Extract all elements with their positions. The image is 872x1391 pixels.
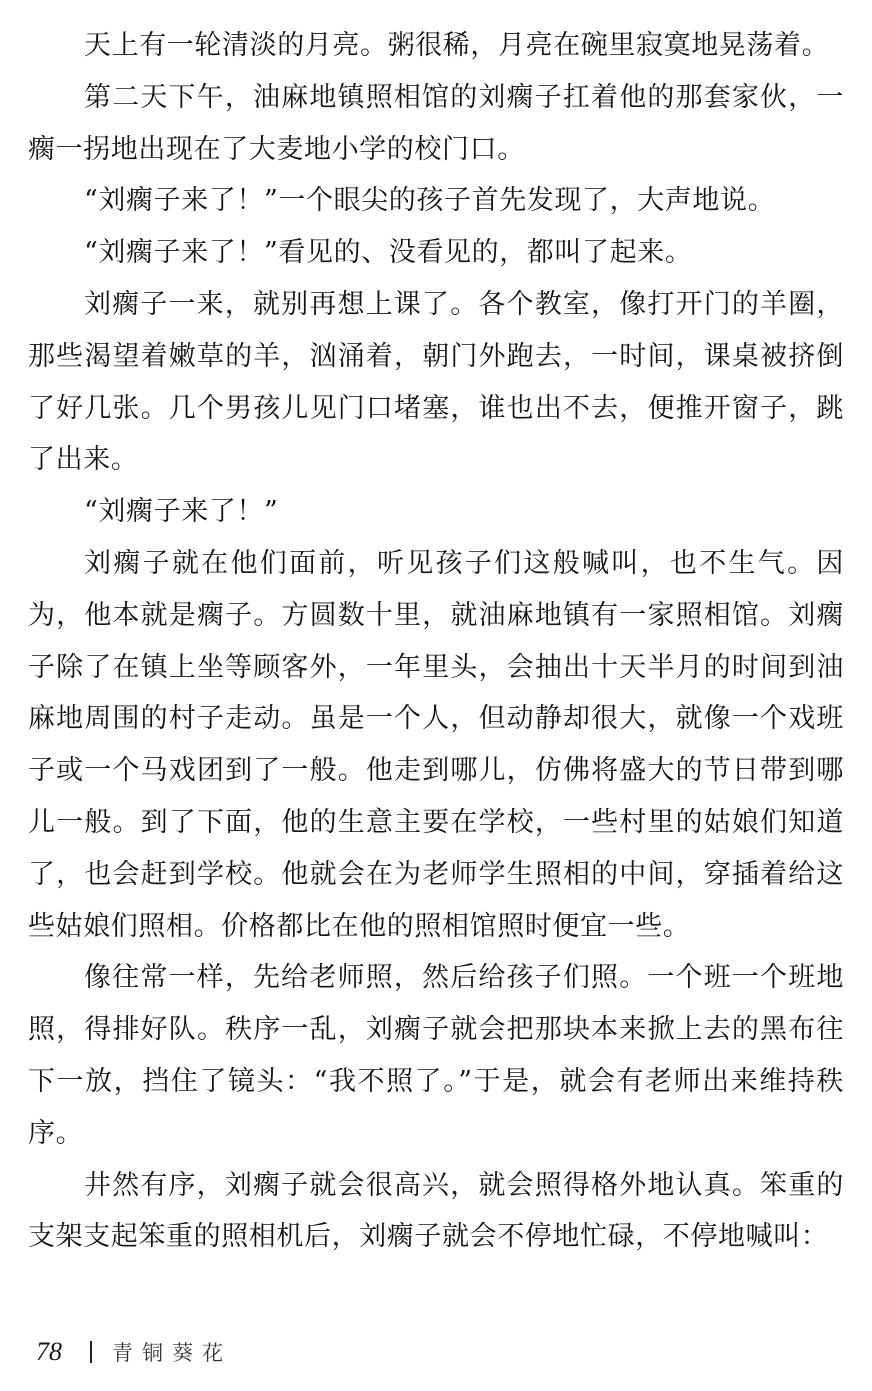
paragraph-6: “刘瘸子来了！” bbox=[84, 496, 279, 528]
paragraph-5: 刘瘸子一来，就别再想上课了。各个教室，像打开门的羊圈，那些渴望着嫩草的羊，汹涌着，朝门外跑去，一时间，课桌被挤倒了好几张。几个男孩儿见门口堵塞，谁也出不去，便推开窗子，跳了出来。 bbox=[28, 288, 844, 476]
paragraph-1: 天上有一轮清淡的月亮。粥很稀，月亮在碗里寂寞地晃荡着。 bbox=[84, 30, 830, 61]
paragraph-2: 第二天下午，油麻地镇照相馆的刘瘸子扛着他的那套家伙，一瘸一拐地出现在了大麦地小学的校门口。 bbox=[28, 81, 844, 165]
page-footer bbox=[36, 1334, 232, 1370]
paragraph-8: 像往常一样，先给老师照，然后给孩子们照。一个班一个班地照，得排好队。秩序一乱，刘瘸子就会把那块本来掀上去的黑布往下一放，挡住了镜头：“我不照了。”于是，就会有老师出来维持秩序。 bbox=[28, 962, 844, 1149]
paragraph-7: 刘瘸子就在他们面前，听见孩子们这般喊叫，也不生气。因为，他本就是瘸子。方圆数十里，就油麻地镇有一家照相馆。刘瘸子除了在镇上坐等顾客外，一年里头，会抽出十天半月的时间到油麻地周围的村子走动。虽是一个人，但动静却很大，就像一个戏班子或一个马戏团到了一般。他走到哪儿，仿佛将盛大的节日带到哪儿一般。到了下面，他的生意主要在学校，一些村里的姑娘们知道了，也会赶到学校。他就会在为老师学生照相的中间，穿插着给这些姑娘们照相。价格都比在他的照相馆照时便宜一些。 bbox=[28, 547, 844, 942]
paragraph-3: “刘瘸子来了！”一个眼尖的孩子首先发现了，大声地说。 bbox=[84, 185, 776, 217]
page-number: 78 bbox=[36, 1337, 62, 1366]
page-body bbox=[28, 20, 844, 1263]
book-title: 青铜葵花 bbox=[112, 1341, 232, 1365]
footer-divider bbox=[90, 1341, 92, 1363]
paragraph-4: “刘瘸子来了！”看见的、没看见的，都叫了起来。 bbox=[84, 237, 693, 269]
paragraph-9: 井然有序，刘瘸子就会很高兴，就会照得格外地认真。笨重的支架支起笨重的照相机后，刘瘸子就会不停地忙碌，不停地喊叫： bbox=[28, 1169, 844, 1253]
